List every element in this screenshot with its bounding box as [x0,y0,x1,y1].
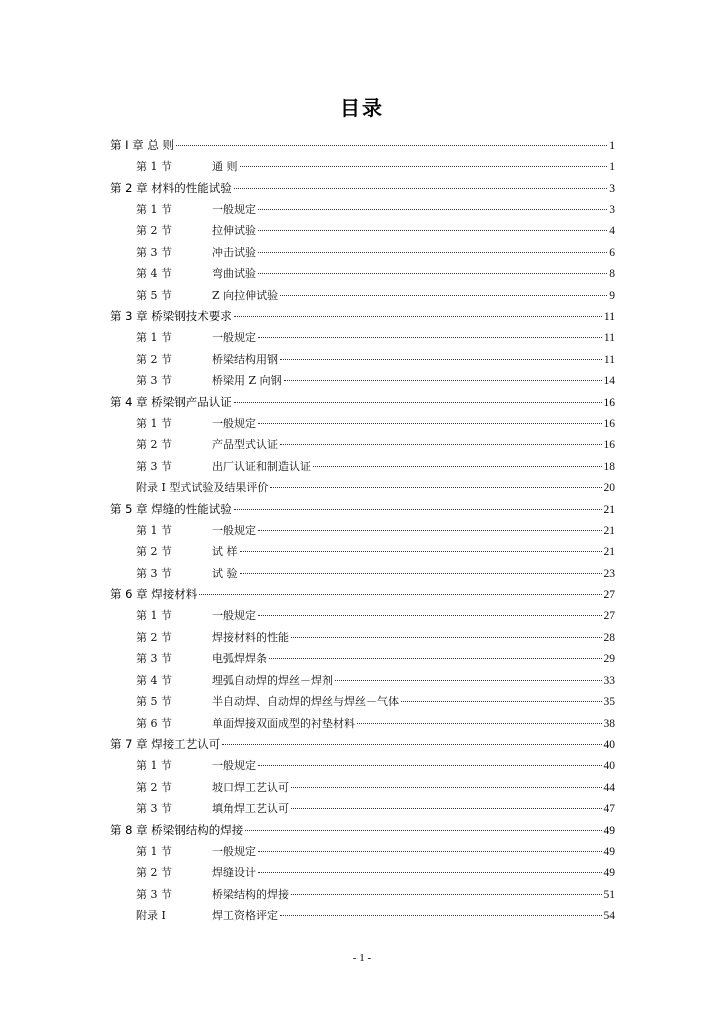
toc-section-entry[interactable] [110,541,615,563]
toc-section-number: 第 3 节 [136,652,172,665]
toc-entry-title: 坡口焊工艺认可 [212,780,289,794]
toc-dot-leader [258,872,602,873]
toc-chapter-entry[interactable] [110,392,615,413]
toc-dot-leader [258,851,602,852]
toc-dot-leader [291,894,602,895]
toc-section-entry[interactable] [110,199,615,221]
toc-section-number: 第 1 节 [136,416,172,430]
toc-entry-title: 单面焊接双面成型的衬垫材料 [212,716,355,730]
toc-entry-title: 弯曲试验 [212,267,256,280]
toc-page-number: 1 [609,161,615,173]
toc-section-number: 第 3 节 [136,566,172,580]
toc-page-number: 21 [603,546,615,558]
toc-entry-title: 第 5 章 焊缝的性能试验 [110,501,232,516]
toc-section-entry[interactable] [110,905,615,927]
toc-section-number: 第 2 节 [136,545,172,558]
toc-section-number: 第 4 节 [136,267,172,280]
toc-section-number: 第 1 节 [136,609,172,622]
toc-page-number: 49 [603,824,615,837]
toc-appendix-entry[interactable] [110,477,615,499]
toc-page-number: 9 [609,289,615,302]
toc-dot-leader [357,723,602,724]
toc-section-entry[interactable] [110,777,615,799]
toc-entry-title: 一般规定 [212,202,256,216]
toc-entry-title: 一般规定 [212,523,256,537]
toc-page-number: 49 [603,845,615,858]
toc-section-number: 第 1 节 [136,523,172,537]
toc-entry-title: 埋弧自动焊的焊丝－焊剂 [212,673,333,687]
toc-dot-leader [240,573,602,574]
toc-page-number: 16 [603,417,615,430]
toc-dot-leader [234,188,607,189]
toc-chapter-entry[interactable] [110,734,615,755]
toc-section-number: 第 3 节 [136,245,172,259]
toc-page-number: 40 [603,760,615,772]
toc-entry-title: 一般规定 [212,844,256,858]
toc-section-number: 第 1 节 [136,759,172,772]
toc-section-number: 第 2 节 [136,630,172,644]
toc-section-entry[interactable] [110,884,615,906]
toc-section-entry[interactable] [110,285,615,307]
toc-dot-leader [313,466,602,467]
toc-page-number: 11 [603,311,615,323]
toc-dot-leader [280,444,602,445]
toc-dot-leader [240,166,608,167]
toc-section-entry[interactable] [110,456,615,478]
toc-page-number: 11 [603,353,615,366]
toc-dot-leader [234,402,602,403]
toc-chapter-entry[interactable] [110,135,615,156]
toc-page-number: 11 [603,332,615,344]
toc-section-entry[interactable] [110,413,615,435]
toc-entry-title: 焊工资格评定 [212,909,278,922]
toc-dot-leader [258,765,602,766]
toc-dot-leader [258,273,607,274]
toc-section-number: 第 3 节 [136,459,172,473]
toc-dot-leader [245,830,601,831]
toc-page-number: 3 [609,182,615,195]
toc-entry-title: 第 I 章 总 则 [110,138,175,152]
toc-entry-title: 焊缝设计 [212,866,256,879]
table-of-contents [110,135,615,927]
toc-dot-leader [335,680,602,681]
toc-section-entry[interactable] [110,862,615,884]
toc-page-number: 18 [603,460,615,473]
toc-chapter-entry[interactable] [110,499,615,520]
toc-section-entry[interactable] [110,434,615,456]
toc-dot-leader [258,230,607,231]
toc-dot-leader [234,316,602,317]
toc-dot-leader [291,787,602,788]
toc-section-entry[interactable] [110,520,615,542]
toc-dot-leader [240,551,602,552]
toc-entry-title: 电弧焊焊条 [212,652,267,665]
toc-page-number: 40 [603,739,615,751]
toc-section-number: 第 2 节 [136,438,172,451]
toc-section-entry[interactable] [110,648,615,670]
toc-section-number: 第 1 节 [136,331,172,344]
toc-section-entry[interactable] [110,220,615,242]
toc-section-entry[interactable] [110,156,615,178]
toc-section-entry[interactable] [110,841,615,863]
toc-page-number: 29 [603,653,615,665]
toc-dot-leader [280,295,607,296]
toc-chapter-entry[interactable] [110,178,615,199]
toc-entry-title: 填角焊工艺认可 [212,802,289,815]
page-title: 目录 [340,96,384,120]
toc-entry-title: 出厂认证和制造认证 [212,459,311,473]
toc-section-number: 第 2 节 [136,352,172,366]
toc-page-number: 14 [603,375,615,387]
toc-section-entry[interactable] [110,370,615,392]
toc-entry-title: 产品型式认证 [212,438,278,451]
toc-page-number: 27 [603,589,615,601]
toc-section-number: 第 3 节 [136,802,172,815]
toc-page-number: 1 [609,140,615,152]
toc-section-number: 第 1 节 [136,160,172,173]
toc-section-number: 第 3 节 [136,887,172,901]
toc-section-entry[interactable] [110,563,615,585]
toc-dot-leader [234,509,602,510]
toc-entry-title: 一般规定 [212,609,256,622]
toc-section-entry[interactable] [110,242,615,264]
toc-page-number: 16 [603,439,615,451]
toc-section-entry[interactable] [110,627,615,649]
toc-section-number: 第 5 节 [136,695,172,708]
page-number-footer: - 1 - [352,952,372,964]
toc-dot-leader [270,487,601,488]
toc-page-number: 38 [603,717,615,730]
toc-dot-leader [176,145,607,146]
toc-chapter-entry[interactable] [110,306,615,327]
toc-entry-title: 附录 I 型式试验及结果评价 [136,481,269,494]
toc-dot-leader [269,658,602,659]
toc-entry-title: 一般规定 [212,331,256,344]
toc-dot-leader [258,337,602,338]
toc-entry-title: 第 4 章 桥梁钢产品认证 [110,394,232,409]
toc-page-number: 21 [603,524,615,537]
toc-dot-leader [280,359,602,360]
toc-page-number: 27 [603,610,615,622]
toc-page-number: 8 [609,268,615,280]
toc-entry-title: Z 向拉伸试验 [212,288,279,302]
toc-entry-title: 一般规定 [212,416,256,430]
toc-chapter-entry[interactable] [110,820,615,841]
toc-section-number: 第 2 节 [136,866,172,879]
toc-dot-leader [258,209,607,210]
toc-page-number: 54 [603,910,615,922]
toc-section-number: 第 3 节 [136,374,172,387]
toc-entry-title: 桥梁结构用钢 [212,352,278,366]
toc-page-number: 33 [603,674,615,687]
toc-entry-title: 半自动焊、自动焊的焊丝与焊丝－气体 [212,695,399,708]
toc-dot-leader [222,744,601,745]
toc-entry-title: 试 验 [212,566,238,580]
toc-page-number: 3 [609,203,615,216]
toc-section-entry[interactable] [110,798,615,820]
toc-dot-leader [258,530,602,531]
toc-entry-title: 冲击试验 [212,245,256,259]
toc-entry-title: 一般规定 [212,759,256,772]
toc-entry-title: 第 7 章 焊接工艺认可 [110,737,221,751]
toc-section-entry[interactable] [110,755,615,777]
toc-entry-title: 第 6 章 焊接材料 [110,587,198,601]
toc-entry-title: 第 2 章 材料的性能试验 [110,180,232,195]
toc-dot-leader [401,701,602,702]
toc-section-entry[interactable] [110,605,615,627]
toc-entry-title: 桥梁结构的焊接 [212,887,289,901]
toc-page-number: 35 [603,696,615,708]
toc-page-number: 49 [603,867,615,879]
toc-section-number: 第 2 节 [136,224,172,237]
toc-section-entry[interactable] [110,349,615,371]
toc-section-number: 附录 I [136,909,166,922]
toc-page-number: 51 [603,888,615,901]
toc-dot-leader [199,594,601,595]
toc-entry-title: 第 3 章 桥梁钢技术要求 [110,309,232,323]
toc-entry-title: 桥梁用 Z 向钢 [212,374,282,387]
toc-section-number: 第 4 节 [136,673,172,687]
toc-section-number: 第 1 节 [136,202,172,216]
toc-dot-leader [258,252,607,253]
toc-section-entry[interactable] [110,713,615,735]
toc-section-number: 第 5 节 [136,288,172,302]
toc-dot-leader [284,380,602,381]
toc-page-number: 23 [603,567,615,580]
toc-entry-title: 第 8 章 桥梁钢结构的焊接 [110,822,244,837]
toc-dot-leader [291,637,602,638]
toc-section-number: 第 6 节 [136,716,172,730]
toc-page-number: 44 [603,781,615,794]
toc-chapter-entry[interactable] [110,584,615,605]
toc-section-entry[interactable] [110,263,615,285]
toc-page-number: 47 [603,803,615,815]
toc-page-number: 6 [609,246,615,259]
toc-entry-title: 焊接材料的性能 [212,630,289,644]
toc-page-number: 16 [603,396,615,409]
toc-dot-leader [280,915,602,916]
toc-section-number: 第 1 节 [136,844,172,858]
toc-section-entry[interactable] [110,327,615,349]
toc-entry-title: 通 则 [212,160,238,173]
toc-page-number: 28 [603,631,615,644]
toc-section-number: 第 2 节 [136,780,172,794]
toc-entry-title: 拉伸试验 [212,224,256,237]
toc-dot-leader [258,615,602,616]
toc-dot-leader [291,808,602,809]
toc-dot-leader [258,423,602,424]
toc-entry-title: 试 样 [212,545,238,558]
toc-section-entry[interactable] [110,691,615,713]
toc-page-number: 20 [603,482,615,494]
toc-page-number: 4 [609,225,615,237]
toc-page-number: 21 [603,503,615,516]
toc-section-entry[interactable] [110,670,615,692]
